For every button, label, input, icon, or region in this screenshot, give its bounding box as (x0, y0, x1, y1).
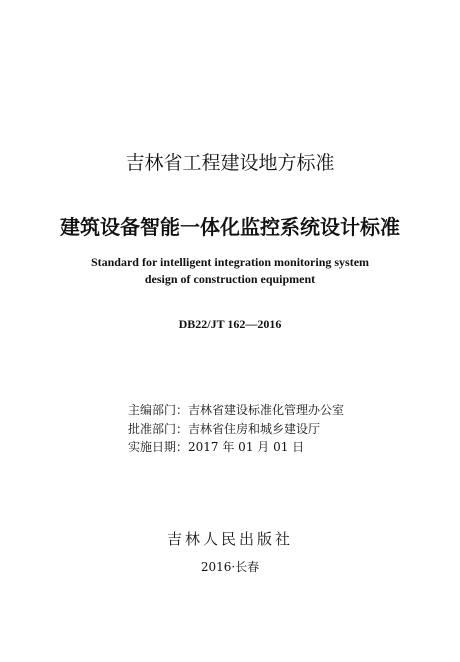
editor-department-row (128, 401, 344, 420)
document-title-english-line-2: design of construction equipment (144, 272, 316, 286)
standard-code: DB22/JT 162—2016 (178, 317, 282, 331)
implementation-date-value: 2017 年 01 月 01 日 (188, 440, 305, 454)
standard-series-label: 吉林省工程建设地方标准 (125, 152, 335, 174)
publisher-name: 吉林人民出版社 (166, 530, 293, 548)
approval-department-row (128, 420, 344, 439)
implementation-date-row (128, 438, 344, 457)
approval-department-label: 批准部门： (128, 421, 189, 436)
implementation-date-label: 实施日期： (128, 440, 189, 454)
editor-department-label: 主编部门： (128, 403, 189, 417)
document-title-english (0, 254, 460, 288)
editor-department-value: 吉林省建设标准化管理办公室 (188, 403, 345, 417)
publication-place-year: 2016·长春 (200, 560, 260, 574)
approval-department-value: 吉林省住房和城乡建设厅 (188, 421, 321, 436)
document-title-english-line-1: Standard for intelligent integration monitoring system (90, 255, 370, 269)
document-meta-block (128, 401, 344, 457)
document-title-chinese: 建筑设备智能一体化监控系统设计标准 (60, 215, 400, 239)
